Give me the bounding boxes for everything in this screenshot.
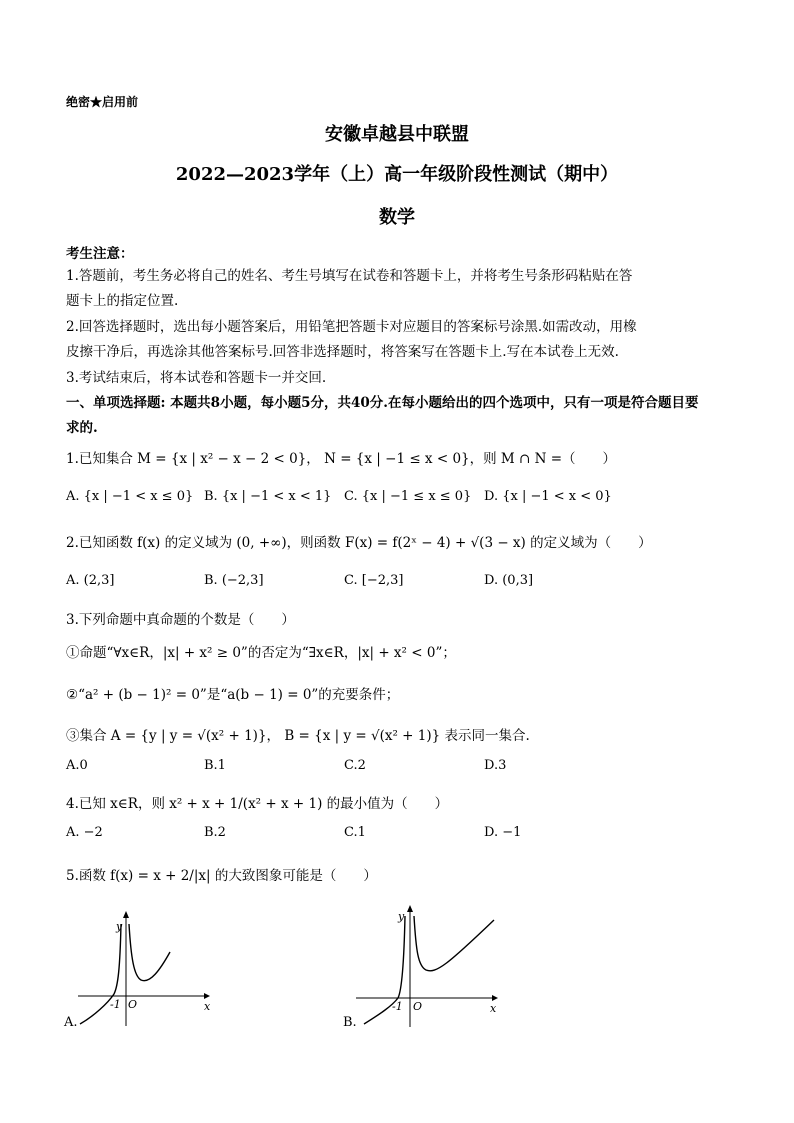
question-4-option-b: B.2 bbox=[204, 825, 226, 840]
graph-b-origin-label: O bbox=[413, 1000, 423, 1013]
question-4-option-a: A. −2 bbox=[66, 825, 103, 840]
section-heading: 求的. bbox=[66, 420, 98, 436]
question-3-option-a: A.0 bbox=[66, 758, 88, 773]
question-2-option-c: C. [−2,3] bbox=[344, 573, 404, 588]
question-2-option-a: A. (2,3] bbox=[66, 573, 115, 588]
question-1-option-b: B. {x | −1 < x < 1} bbox=[204, 489, 332, 504]
question-4-option-d: D. −1 bbox=[484, 825, 522, 840]
graph-a-x-label: x bbox=[204, 1000, 211, 1013]
question-1-option-a: A. {x | −1 < x ≤ 0} bbox=[66, 489, 194, 504]
graph-b-x-label: x bbox=[490, 1002, 497, 1015]
question-1-option-d: D. {x | −1 < x < 0} bbox=[484, 489, 612, 504]
graph-a-neg-label: -1 bbox=[110, 998, 121, 1011]
graph-b-y-arrow bbox=[407, 905, 413, 912]
graph-a-y-arrow bbox=[123, 911, 129, 918]
question-2-option-b: B. (−2,3] bbox=[204, 573, 264, 588]
graph-b-x-arrow bbox=[492, 995, 498, 1001]
question-1-stem: 1.已知集合 M = {x | x² − x − 2 < 0}， N = {x | −1 ≤ x < 0}，则 M ∩ N =（ ） bbox=[66, 451, 617, 467]
notice-line: 2.回答选择题时，选出每小题答案后，用铅笔把答题卡对应题目的答案标号涂黑.如需改动，用橡 bbox=[66, 319, 637, 335]
notice-line: 皮擦干净后，再选涂其他答案标号.回答非选择题时，将答案写在答题卡上.写在本试卷上无效. bbox=[66, 344, 619, 360]
graph-b-neg-label: -1 bbox=[392, 1000, 403, 1013]
graph-a-x-arrow bbox=[204, 993, 210, 999]
question-2-stem: 2.已知函数 f(x) 的定义域为 (0, +∞)，则函数 F(x) = f(2ˣ − 4) + √(3 − x) 的定义域为（ ） bbox=[66, 535, 652, 551]
question-3-option-d: D.3 bbox=[484, 758, 507, 773]
graph-a bbox=[74, 908, 214, 1033]
question-2-option-d: D. (0,3] bbox=[484, 573, 534, 588]
question-4-stem: 4.已知 x∈R，则 x² + x + 1/(x² + x + 1) 的最小值为（ ） bbox=[66, 796, 449, 812]
question-5-option-a: A. bbox=[64, 1015, 78, 1030]
graph-b-right-curve bbox=[414, 916, 494, 971]
graph-a-origin-label: O bbox=[128, 998, 138, 1011]
section-heading: 一、单项选择题: 本题共8小题，每小题5分，共40分.在每小题给出的四个选项中，只有一项是符合题目要 bbox=[66, 395, 699, 411]
confidential-mark: 绝密★启用前 bbox=[66, 95, 139, 109]
org-title: 安徽卓越县中联盟 bbox=[325, 124, 469, 145]
notice-line: 题卡上的指定位置. bbox=[66, 293, 179, 309]
question-3-item: ③集合 A = {y | y = √(x² + 1)}， B = {x | y = √(x² + 1)} 表示同一集合. bbox=[66, 728, 530, 744]
subject-title: 数学 bbox=[379, 207, 415, 228]
notice-title: 考生注意： bbox=[66, 246, 134, 262]
graph-a-y-label: y bbox=[116, 920, 123, 933]
question-3-item: ②“a² + (b − 1)² = 0”是“a(b − 1) = 0”的充要条件； bbox=[66, 687, 400, 703]
question-3-option-b: B.1 bbox=[204, 758, 226, 773]
question-5-option-b: B. bbox=[343, 1015, 357, 1030]
graph-a-right-curve bbox=[129, 924, 170, 981]
notice-line: 1.答题前，考生务必将自己的姓名、考生号填写在试卷和答题卡上，并将考生号条形码粘贴在答 bbox=[66, 268, 633, 284]
question-5-stem: 5.函数 f(x) = x + 2/|x| 的大致图象可能是（ ） bbox=[66, 868, 377, 884]
question-3-item: ①命题“∀x∈R，|x| + x² ≥ 0”的否定为“∃x∈R，|x| + x² < 0”； bbox=[66, 645, 456, 661]
graph-b bbox=[352, 902, 502, 1032]
notice-line: 3.考试结束后，将本试卷和答题卡一并交回. bbox=[66, 370, 327, 386]
question-3-stem: 3.下列命题中真命题的个数是（ ） bbox=[66, 612, 295, 628]
exam-title: 2022—2023学年（上）高一年级阶段性测试（期中） bbox=[175, 164, 619, 185]
question-3-option-c: C.2 bbox=[344, 758, 366, 773]
graph-b-y-label: y bbox=[398, 910, 405, 923]
question-4-option-c: C.1 bbox=[344, 825, 366, 840]
question-1-option-c: C. {x | −1 ≤ x ≤ 0} bbox=[344, 489, 472, 504]
